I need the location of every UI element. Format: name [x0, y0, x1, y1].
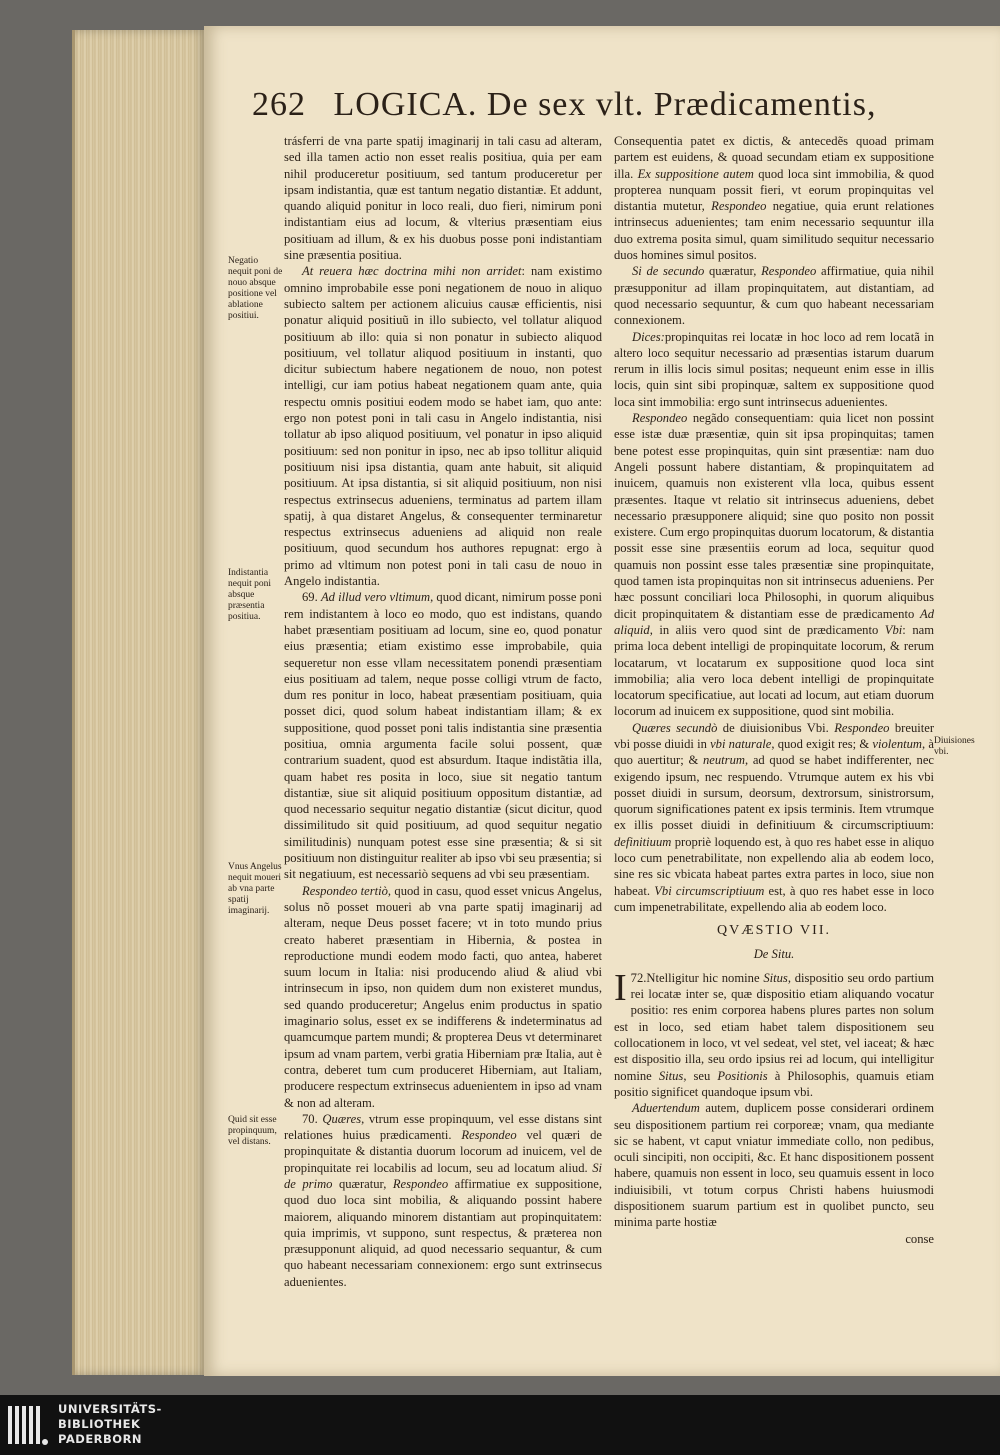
library-logo-icon [6, 1402, 50, 1448]
margin-note-negatio: Negatio nequit poni de nouo absque positione vel ablatione positiui. [228, 256, 283, 321]
paragraph: 69. Ad illud vero vltimum, quod dicant, nimirum posse poni rem indistantem à loco eo modo, quo est indistans, quando habet præsentiam positiuam ad locum, sine eo, quod ponatur eius præsentia; etiam existimo esse improbabile, quia sequeretur non esse vllam necessitatem ponendi præsentiam eius positiuam ad talem, neque posse colligi vtrum de facto, dum res ponitur in loco, habeat præsentiam positiuam, quia posset dici, quod solum habeat indistantiam illam; & ex suppositione, quod posset poni talis indistantia sine præsentia positiua, omnia argumenta facile solui possent, quæ contrarium suadent, quod est absurdum. Itaque indistãtia illa, quam habet res posita in loco, siue sit negatio tantum distantiæ, siue sit aliquid positiuum oppositum distantiæ, ad quod necessario sequitur negatio distantiæ (sicut dicitur, quod dissimilitudo sit quid positiuum, ad quod sequitur negatio similitudinis) nunquam potest esse sine præsentia; & si sit positiuum non distinguitur realiter ab ipso vbi seu præsentia; si sit negatiuum, est necessariò sequens ad vbi seu præsentiam. [284, 590, 602, 882]
running-title: LOGICA. De sex vlt. Prædicamentis, [333, 86, 877, 123]
paragraph: Si de secundo quæratur, Respondeo affirmatiue, quia nihil præsupponitur ad illam propinquitatem, aut distantiam, ad quod necessario sequuntur, & cum quo habeant necessariam connexionem. [614, 264, 934, 328]
paragraph: Respondeo negãdo consequentiam: quia licet non possint esse istæ duæ præsentiæ, quin sit ipsa propinquitas; tamen bene potest esse propinquitas, quin sint præsentiæ: nam duo Angeli possunt habere distantiam, & propinquitatem ad inuicem, quamuis non existerent vlla loca, quibus essent præsentes. Itaque vt relatio sit intrinsecus adueniens, debet necessario præsupponere aliquid; sine quo posito non possit existere. Cum ergo propinquitas duorum locatorum, & distantia possit esse sine præsentiis eorum ad loca, sequitur quod quamuis non possint esse tales præsentiæ sine propinquitate, quod tamen ista propinquitas non sit intrinsecus adueniens. Per hæc possunt conciliari loca Philosophi, in quorum aliquibus dicit propinquitatem & distantiam esse de prædicamento Ad aliquid, in aliis vero quod sint de prædicamento Vbi: nam prima loca debent intelligi de propinquitate locorum, & rerum locatarum, vt locatarum ex suppositione quod loca sint immobilia; alia vero loca debent intelligi de propinquitate locatorum specificatiue, aut locati ad locum, aut etiam duorum locorum ad inuicem ex suppositione, quod sint mobilia. [614, 411, 934, 719]
paragraph-number: 69. [302, 590, 318, 605]
paragraph: At reuera hæc doctrina mihi non arridet: nam existimo omnino improbabile esse poni negationem de nouo in aliquo subiecto saltem per actionem alicuius causæ efficientis, nisi ponatur aliquid positiuũ in illo subiecto, vel tollatur aliquod positiuum ab illo: quia si non ponatur in subiecto aliquod positiuum, vel tollatur aliquod positiuum in instanti, quo dicitur subiectum habere negationem de nouo, non potest intelligi, cur iam potius habeat negationem quam ante, quia respectu omnis positiui eodem modo se habet iam, quo ante: ergo non potest poni in tali casu in Angelo indistantia, nisi tollatur ab ipso aliquod positiuum, vel ponatur in ipso aliquid positiuum: sed non ponitur in ipso, nec ab ipso tollitur aliquid positiuum nisi ipsa distantia, quam ante habuit, sit aliquid positiuum. At ipsa distantia, si sit aliquid positiuum, non nisi respectus extrinsecus adueniens, terminatus ad partem illam spatij, à qua distaret Angelus, & consequenter terminaretur respectus extrinsecus adueniens ad aliquid non reale positiuum, quod secundum hos authores repugnat: ergo à primo ad vltimum non potest poni in tali casu de nouo in Angelo indistantia. [284, 264, 603, 589]
book-fore-edge [72, 30, 207, 1375]
library-name: UNIVERSITÄTS- BIBLIOTHEK PADERBORN [58, 1402, 162, 1446]
paragraph: Consequentia patet ex dictis, & antecedẽs quoad primam partem est euidens, & quoad secundam etiam ex suppositione illa. Ex suppositione autem quod loca sint immobilia, & quod propterea nunquam possit fieri, vt eorum propinquitas vel distantia mutetur, Respondeo negatiue, quia erunt relationes intrinsecus aduenientes; tam enim necessario sequuntur illa duo extrema posita simul, quam similitudo sequitur necessario duos homines simul positos. [614, 134, 935, 263]
running-header [252, 86, 912, 132]
right-column [614, 133, 934, 1247]
drop-cap: I [614, 966, 627, 1009]
page-number: 262 [252, 86, 306, 123]
lead-phrase: At reuera hæc doctrina mihi non arridet [302, 264, 522, 279]
question-title: QVÆSTIO VII. [717, 923, 831, 939]
margin-note-quid-sit: Quid sit esse propinquum, vel distans. [228, 1115, 277, 1147]
left-column [284, 133, 602, 1290]
catchword: conse [905, 1231, 934, 1246]
margin-note-indistantia: Indistantia nequit poni absque præsentia positiua. [228, 568, 272, 622]
paragraph: 70. Quæres, vtrum esse propinquum, vel esse distans sint relationes huius prædicamenti. Respondeo vel quæri de propinquitate & distantia duorum locorum ad inuicem, vel de propinquitate rei locabilis ad locum, seu ad locatum aliud. Si de primo quæratur, Respondeo affirmatiue ex suppositione, quod duo loca sint mobilia, & aliquando possint habere maiorem, aliquando minorem distantiam aut propinquitatem: quia imprimis, vt suppono, sunt respectus, & præterea non præsupponunt aliquid, ad quod necessario sequantur, & cum quo habeant necessariam connexionem: ergo sunt extrinsecus aduenientes. [284, 1111, 602, 1289]
margin-note-diuisiones: Diuisiones vbi. [934, 736, 975, 757]
paragraph: Respondeo tertiò, quod in casu, quod esset vnicus Angelus, solus nõ posset moueri ab vna parte spatij imaginarij ad alteram, neque Deus posset facere; vt in toto mundo prius creato haberet præsentiam in Hibernia, & postea in reproductione mundi eodem modo facti, quo antea, haberet suum locum in Italia: nisi producendo aliud & aliud vbi intrinsecum in ipso, non quidem dum non existeret mundus, sed quando produceretur; Angelus enim productus in spatio imaginario solus, esset ex se indifferens & indeterminatus ad quamcumque partem mundi; & propterea Deus vt determinaret ipsum ad vnam partem, verbi gratia Hiberniam præ Italia, aut è contra, deberet tum cum produceret Hiberniam, aut Italiam, producere respectum extrinsecus aduenientem in ipso ad vnam & non ad alteram. [284, 883, 602, 1110]
margin-note-angelus: Vnus Angelus nequit moueri ab vna parte spatij imaginarij. [228, 862, 282, 916]
lead-phrase: Ad illud vero vltimum [320, 590, 431, 605]
lead-phrase: Respondeo tertiò [302, 883, 388, 898]
question-subtitle: De Situ. [753, 946, 795, 961]
paragraph: 72. I Ntelligitur hic nomine Situs, dispositio seu ordo partium rei locatæ inter se, quæ dispositio etiam aliquando vocatur positio: res enim corporea habens plures partes non solum est in loco, sed etiam habet talem dispositionem seu collocationem in loco, vt vel sedeat, vel stet, vel iaceat; & hæc est dispositio illa, seu ordo ipsius rei ad locum, qui intelligitur nomine Situs, seu Positionis à Philosophis, quamuis etiam positio significet quandoque ipsum vbi. [614, 966, 934, 1099]
paragraph: Aduertendum autem, duplicem posse considerari ordinem seu dispositionem partium rei corporeæ; vnam, qua mediante sic se habent, vt caput vniatur immediate collo, non pedibus, oculi sincipiti, non occipiti, &c. Et hanc dispositionem possent habere, quamuis non essent in loco, seu quamuis essent in loco indiuisibili, vt totum corpus Christi habens huiusmodi dispositionem suarum partium est in quolibet puncto, seu minima parte hostiæ [614, 1101, 934, 1230]
paragraph: Quæres secundò de diuisionibus Vbi. Respondeo breuiter vbi posse diuidi in vbi naturale, quod exigit res; & violentum, à quo auertitur; & neutrum, ad quod se habet indifferenter, nec exigendo ipsum, nec respuendo. Vtrumque autem ex his vbi posset diuidi in sursum, deorsum, dextrorsum, sinistrorsum, quorum significationes patent ex ipsis terminis. Item vtrumque ex illis posset diuidi in definitiuum & circumscriptiuum: definitiuum propriè loquendo est, à quo res habet esse in aliquo loco cum penetrabilitate, non expellendo alia ab eodem loco, sine res sic vbicata habeat partes extra partes in loco, siue non habeat. Vbi circumscriptiuum est, à quo res habet esse in loco cum impenetrabilitate, expellendo alia ab eodem loco. [614, 720, 935, 914]
paragraph-number: 72. [630, 970, 647, 985]
paragraph: Dices:propinquitas rei locatæ in hoc loco ad rem locatã in altero loco sequitur necessario ad præsentias istarum duarum rerum in illis locis simul positas; nequeunt enim esse in illis locis, quin sint sibi propinquæ, saltem ex suppositione quod loca sint immobilia: ergo sunt intrinsecus aduenientes. [614, 329, 934, 409]
paragraph-number: 70. [302, 1111, 318, 1126]
paragraph: trásferri de vna parte spatij imaginarij in tali casu ad alteram, sed illa tamen actio non esset realis positiua, quia per eam nihil produceretur positiuum, sed tantum produceretur per ipsam indistantia, quæ est tantum negatio distantiæ. Et addunt, quando aliquid ponitur in loco reali, duo fieri, nimirum poni indistantiam eius ad locum, & vlterius præsentiam eius positiuam ad illum, & ex his duobus posse poni indistantiam sine præsentia positiua. [284, 134, 602, 263]
